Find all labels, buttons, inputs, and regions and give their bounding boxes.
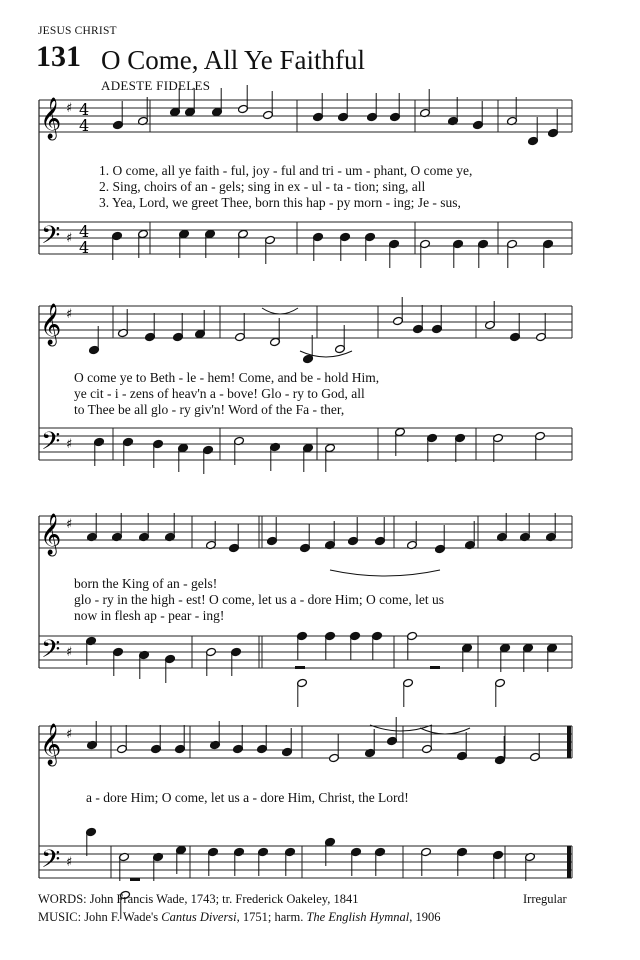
lyric-line: glo - ry in the high - est! O come, let us a - dore Him; O come, let us xyxy=(74,592,445,607)
time-signature: 4 xyxy=(79,238,90,257)
bass-clef-icon: 𝄢 xyxy=(41,427,61,462)
final-barline xyxy=(567,726,571,758)
treble-clef-icon: 𝄞 xyxy=(40,724,62,765)
key-signature-sharp-icon: ♯ xyxy=(66,437,73,452)
harmonization-source: The English Hymnal xyxy=(306,910,410,924)
music-credit xyxy=(38,910,440,925)
key-signature-sharp-icon: ♯ xyxy=(66,517,73,532)
words-credit: WORDS: John Francis Wade, 1743; tr. Frederick Oakeley, 1841 xyxy=(38,892,359,906)
meter-label: Irregular xyxy=(523,892,567,906)
final-barline xyxy=(567,846,571,878)
slur xyxy=(420,728,470,734)
slur xyxy=(262,308,298,314)
lyric-line: 1. O come, all ye faith - ful, joy - ful and tri - um - phant, O come ye, xyxy=(99,163,473,178)
slur xyxy=(330,570,440,576)
lyric-line: now in flesh ap - pear - ing! xyxy=(74,608,225,623)
key-signature-sharp-icon: ♯ xyxy=(66,101,73,116)
music-credit-mid: , 1751; harm. xyxy=(236,910,307,924)
lyric-line: 3. Yea, Lord, we greet Thee, born this hap - py morn - ing; Je - sus, xyxy=(99,195,461,210)
key-signature-sharp-icon: ♯ xyxy=(66,307,73,322)
lyric-line: to Thee be all glo - ry giv'n! Word of the Fa - ther, xyxy=(74,402,345,417)
key-signature-sharp-icon: ♯ xyxy=(66,231,73,246)
bass-clef-icon: 𝄢 xyxy=(41,635,61,670)
lyric-line: a - dore Him; O come, let us a - dore Him, Christ, the Lord! xyxy=(86,790,409,805)
hymn-title: O Come, All Ye Faithful xyxy=(101,45,366,75)
time-signature: 4 xyxy=(79,100,90,119)
treble-clef-icon: 𝄞 xyxy=(40,514,62,555)
rest xyxy=(295,666,305,669)
music-credit-end: , 1906 xyxy=(409,910,441,924)
key-signature-sharp-icon: ♯ xyxy=(66,855,73,870)
bass-clef-icon: 𝄢 xyxy=(41,221,61,256)
bass-clef-icon: 𝄢 xyxy=(41,845,61,880)
time-signature: 4 xyxy=(79,222,90,241)
key-signature-sharp-icon: ♯ xyxy=(66,727,73,742)
rest xyxy=(130,878,140,881)
music-credit-label: MUSIC: John F. Wade's xyxy=(38,910,162,924)
treble-clef-icon: 𝄞 xyxy=(40,98,62,139)
lyric-line: ye cit - i - zens of heav'n a - bove! Glo - ry to God, all xyxy=(74,386,365,401)
lyric-line: 2. Sing, choirs of an - gels; sing in ex - ul - ta - tion; sing, all xyxy=(99,179,426,194)
treble-clef-icon: 𝄞 xyxy=(40,304,62,345)
tune-name: ADESTE FIDELES xyxy=(101,78,211,93)
music-source: Cantus Diversi xyxy=(161,910,237,924)
lyric-line: O come ye to Beth - le - hem! Come, and be - hold Him, xyxy=(74,370,380,385)
key-signature-sharp-icon: ♯ xyxy=(66,645,73,660)
lyric-line: born the King of an - gels! xyxy=(74,576,218,591)
time-signature: 4 xyxy=(79,116,90,135)
rest xyxy=(430,666,440,669)
hymn-number: 131 xyxy=(36,40,81,73)
topic-heading: JESUS CHRIST xyxy=(38,25,117,37)
